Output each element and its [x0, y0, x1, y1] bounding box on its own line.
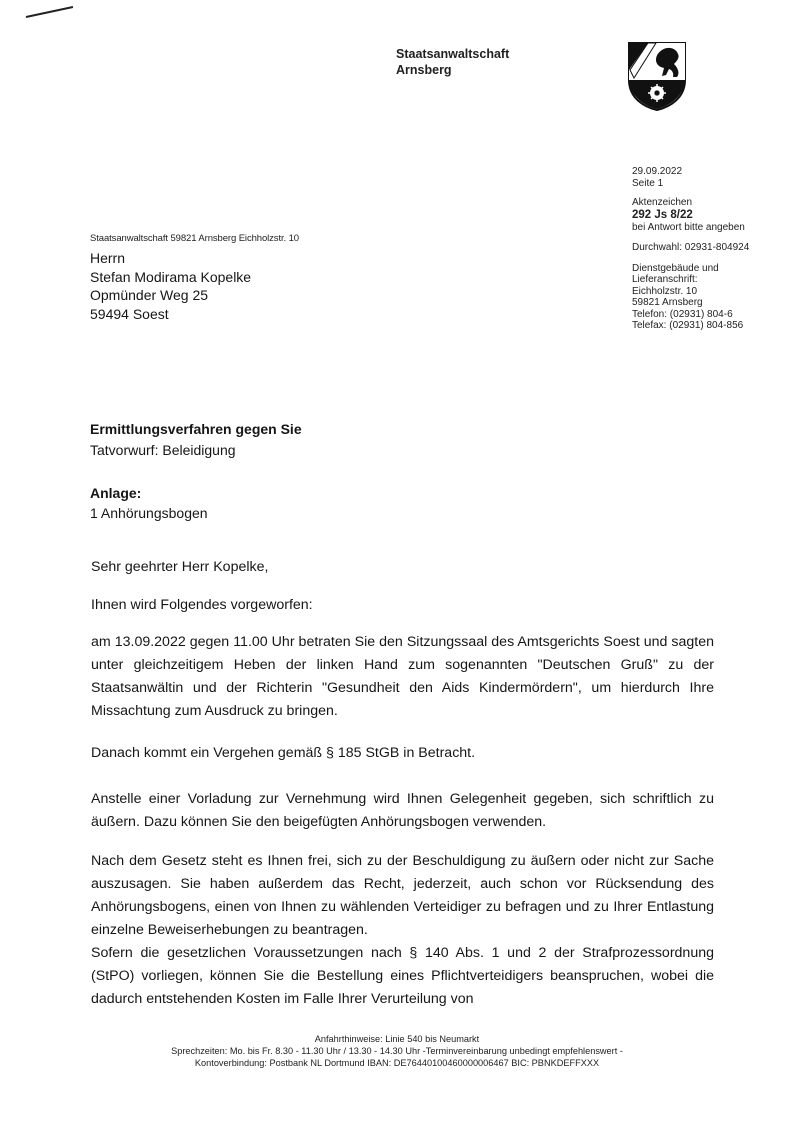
recipient-address — [90, 249, 251, 323]
recipient-salutation: Herrn — [90, 250, 126, 266]
recipient-name: Stefan Modirama Kopelke — [90, 268, 252, 285]
file-reference-note: bei Antwort bitte angeben — [632, 221, 745, 233]
recipient-city: 59494 Soest — [90, 305, 169, 322]
statement-paragraph: Anstelle einer Vorladung zur Vernehmung wird Ihnen Gelegenheit gegeben, sich schriftlich zu äußern. Dazu können Sie den beigefügten Anhörungsbogen verwenden. — [91, 791, 714, 830]
recipient-street: Opmünder Weg 25 — [90, 287, 209, 303]
authority-name — [396, 46, 509, 78]
rights-text-2: Sofern die gesetzlichen Voraussetzungen nach § 140 Abs. 1 und 2 der Strafprozessordnung (StPO) vorliegen, können Sie die Bestellung eines Pflichtverteidigers beanspruchen, wobei die dadurch entstehenden Kosten im Falle Ihrer Verurteilung von — [91, 945, 714, 1007]
authority-line-1: Staatsanwaltschaft — [396, 47, 510, 61]
enclosure-label: Anlage: — [90, 485, 142, 501]
authority-line-2: Arnsberg — [396, 63, 452, 77]
sender-return-line: Staatsanwaltschaft 59821 Arnsberg Eichholzstr. 10 — [90, 233, 299, 244]
subject-block — [90, 419, 302, 461]
info-block — [632, 166, 782, 332]
direct-dial: Durchwahl: 02931-804924 — [632, 242, 750, 253]
letter-footer — [0, 1033, 794, 1069]
rights-paragraph — [91, 850, 714, 1011]
building-label-1: Dienstgebäude und — [632, 262, 719, 274]
enclosure-block — [90, 483, 208, 523]
accusation-facts: am 13.09.2022 gegen 11.00 Uhr betraten Sie den Sitzungssaal des Amtsgerichts Soest und sagten unter gleichzeitigem Heben der linken Hand zum sogenannten "Deutschen Gruß" zu der Staatsanwältin und der Richterin "Gesundheit den Aids Kindermördern", um hierdurch Ihre Missachtung zum Ausdruck zu bringen. — [91, 634, 714, 719]
offense-paragraph: Danach kommt ein Vergehen gemäß § 185 StGB in Betracht. — [91, 745, 476, 761]
file-reference-label: Aktenzeichen — [632, 197, 693, 208]
pen-mark — [26, 6, 73, 18]
footer-hours: Sprechzeiten: Mo. bis Fr. 8.30 - 11.30 Uhr / 13.30 - 14.30 Uhr -Terminvereinbarung unbedingt empfehlenswert - — [171, 1046, 623, 1056]
office-fax: Telefax: (02931) 804-856 — [632, 320, 744, 331]
office-street: Eichholzstr. 10 — [632, 285, 698, 297]
subject-charge: Tatvorwurf: Beleidigung — [90, 442, 236, 458]
enclosure-item: 1 Anhörungsbogen — [90, 505, 208, 521]
office-phone: Telefon: (02931) 804-6 — [632, 308, 733, 320]
nrw-coat-of-arms-icon — [626, 40, 688, 112]
file-reference-number: 292 Js 8/22 — [632, 208, 693, 221]
building-label-2: Lieferanschrift: — [632, 274, 698, 285]
footer-transit: Anfahrthinweise: Linie 540 bis Neumarkt — [314, 1034, 480, 1044]
subject-title: Ermittlungsverfahren gegen Sie — [90, 421, 302, 437]
letter-salutation: Sehr geehrter Herr Kopelke, — [91, 559, 269, 575]
accusation-intro: Ihnen wird Folgendes vorgeworfen: — [91, 597, 313, 613]
footer-bank: Kontoverbindung: Postbank NL Dortmund IBAN: DE76440100460000006467 BIC: PBNKDEFFXXX — [194, 1058, 600, 1068]
rights-text-1: Nach dem Gesetz steht es Ihnen frei, sich zu der Beschuldigung zu äußern oder nicht zur Sache auszusagen. Sie haben außerdem das Recht, jederzeit, auch schon vor Rücksendung des Anhörungsbogens, einen von Ihnen zu wählenden Verteidiger zu befragen und zu Ihrer Entlastung einzelne Beweiserhebungen zu beantragen. — [91, 853, 714, 938]
office-city: 59821 Arnsberg — [632, 297, 703, 308]
letter-date: 29.09.2022 — [632, 166, 683, 177]
page-number: Seite 1 — [632, 177, 664, 189]
